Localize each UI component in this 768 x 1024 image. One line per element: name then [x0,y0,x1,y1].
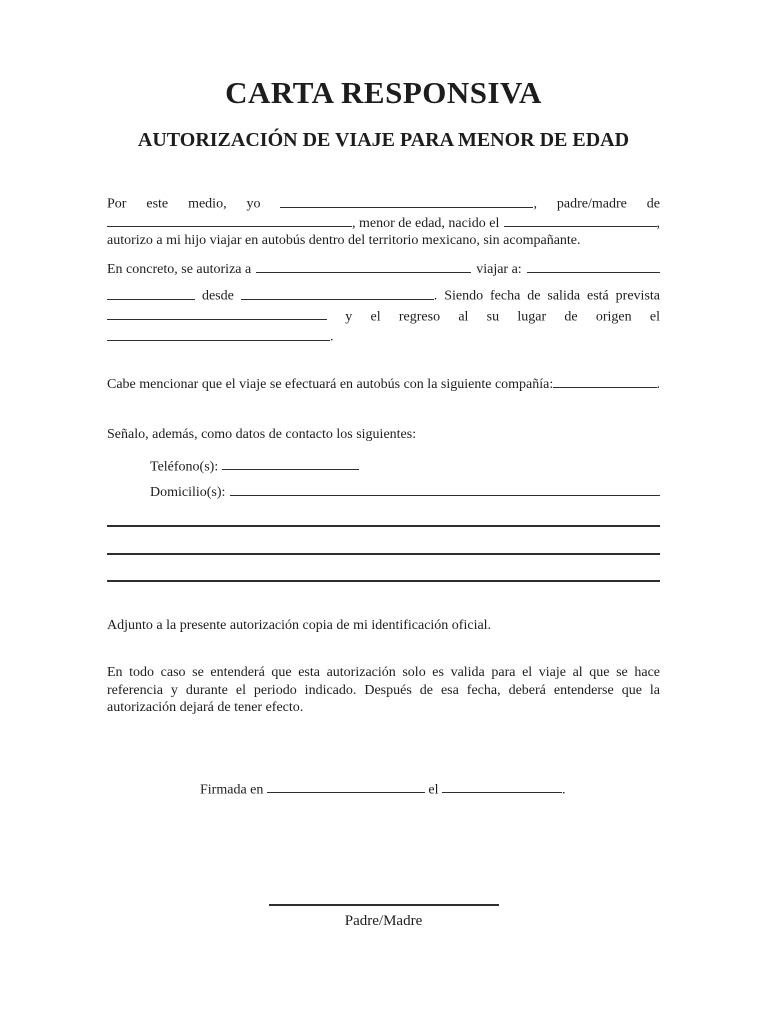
validity-line-3: autorización dejará de tener efecto. [107,700,304,716]
signing-prefix: Firmada en [200,782,264,798]
phone-label: Teléfono(s): [150,459,219,475]
intro-line-2 [107,213,660,232]
authorization-text-3: y el regreso al su lugar de origen el [345,309,660,325]
intro-line-1 [107,194,660,213]
blank-parent-name [280,194,533,208]
blank-rule-1 [107,525,660,527]
address-label: Domicilio(s): [150,485,226,501]
blank-phone [222,457,359,471]
blank-address [230,483,660,497]
blank-return-date [107,327,330,341]
authorization-text-2b: . Siendo fecha de salida está prevista [433,288,661,304]
blank-rule-3 [107,580,660,582]
blank-birth-date [504,213,656,227]
blank-destination [527,260,660,274]
validity-line-2: referencia y durante el periodo indicado. Después de esa fecha, deberá entenderse que la [107,682,660,698]
authorization-line-4 [107,327,660,348]
validity-paragraph [107,664,660,717]
blank-departure-date [107,307,327,321]
validity-line-1: En todo caso se entenderá que esta autorización solo es valida para el viaje al que se hace [107,665,660,681]
signing-line [200,780,660,800]
document-title: CARTA RESPONSIVA [225,75,542,110]
blank-minor-name [107,213,352,227]
blank-authorized-person [256,260,471,274]
company-period: . [656,376,660,392]
blank-rule-2 [107,553,660,555]
intro-paragraph [107,194,660,250]
company-line [107,374,660,393]
authorization-line-3 [107,307,660,328]
authorization-paragraph [107,260,660,348]
blank-signing-place [267,780,425,794]
intro-text-2b: , [656,215,660,231]
authorization-line-1 [107,260,660,281]
intro-text-1a: Por este medio, yo [107,196,261,212]
blank-signing-date [442,780,562,794]
contact-intro: Señalo, además, como datos de contacto los siguientes: [107,427,417,443]
blank-destination-cont [107,286,195,300]
authorization-text-1b: viajar a: [476,262,522,278]
intro-line-3: autorizo a mi hijo viajar en autobús dentro del territorio mexicano, sin acompañante. [107,233,581,249]
authorization-text-2a: desde [201,288,234,304]
blank-origin [241,286,434,300]
signature-caption: Padre/Madre [344,913,423,930]
company-text: Cabe mencionar que el viaje se efectuará en autobús con la siguiente compañía: [107,376,554,392]
signing-middle: el [428,782,439,798]
intro-text-1b: , padre/madre de [533,196,660,212]
authorization-text-1a: En concreto, se autoriza a [107,262,252,278]
signature-rule [269,904,499,906]
document-subtitle: AUTORIZACIÓN DE VIAJE PARA MENOR DE EDAD [137,129,630,151]
authorization-text-4: . [330,330,334,346]
blank-bus-company [553,374,656,388]
address-line [150,483,660,502]
signature-block [107,904,660,931]
attachment-note: Adjunto a la presente autorización copia de mi identificación oficial. [107,617,492,633]
intro-text-2a: , menor de edad, nacido el [352,215,500,231]
signing-suffix: . [561,782,566,798]
phone-line [150,457,660,476]
authorization-line-2 [107,286,660,307]
